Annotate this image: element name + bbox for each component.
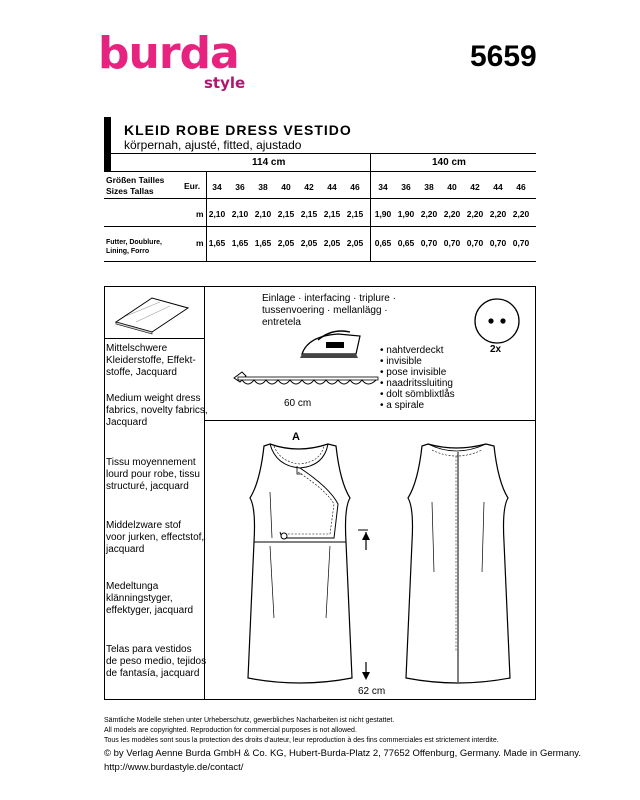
yardage-cell: 1,65	[231, 238, 249, 248]
yardage-cell: 2,05	[300, 238, 318, 248]
width-140: 140 cm	[432, 157, 466, 168]
fabric-text-sv: Medeltunga klänningstyger, effektyger, jacquard	[106, 581, 194, 616]
zipper-type: • pose invisible	[380, 367, 447, 378]
zipper-type-list	[380, 345, 455, 411]
yardage-cell: 0,65	[374, 238, 392, 248]
yardage-cell: 2,15	[300, 209, 318, 219]
unit-m: m	[196, 209, 204, 219]
yardage-cell: 0,70	[512, 238, 530, 248]
size-cell: 38	[258, 182, 268, 192]
width-114: 114 cm	[252, 157, 286, 168]
yardage-cell: 1,90	[374, 209, 392, 219]
yardage-cell: 1,65	[208, 238, 226, 248]
yardage-cell: 2,05	[323, 238, 341, 248]
table-divider	[370, 153, 371, 261]
zipper-type: • invisible	[380, 356, 422, 367]
size-cell: 44	[493, 182, 503, 192]
view-label: A	[292, 431, 300, 443]
yardage-cell: 2,15	[323, 209, 341, 219]
zipper-type: • nahtverdeckt	[380, 345, 444, 356]
pattern-number: 5659	[470, 40, 537, 73]
size-cell: 40	[447, 182, 457, 192]
length-arrow	[356, 528, 376, 684]
interfacing-text: Einlage · interfacing · triplure · tussenvoering · mellanlägg · entretela	[262, 293, 396, 328]
fabric-text-en: Medium weight dress fabrics, novelty fabrics, Jacquard	[106, 393, 208, 428]
button-count: 2x	[490, 344, 502, 355]
box-divider	[204, 420, 536, 421]
publisher-address: © by Verlag Aenne Burda GmbH & Co. KG, Hubert-Burda-Platz 2, 77652 Offenburg, Germany. Made in Germany.	[104, 748, 581, 759]
dress-front-drawing	[240, 442, 360, 690]
footer-copyright-en: All models are copyrighted. Reproduction for commercial purposes is not allowed.	[104, 727, 357, 734]
iron-icon	[298, 326, 364, 360]
table-rule	[104, 198, 536, 199]
yardage-cell: 2,15	[277, 209, 295, 219]
size-cell: 36	[235, 182, 245, 192]
fabric-text-fr: Tissu moyennement lourd pour robe, tissu structuré, jacquard	[106, 457, 200, 492]
box-divider	[204, 286, 205, 700]
yardage-cell: 2,10	[208, 209, 226, 219]
table-rule	[104, 226, 536, 227]
yardage-cell: 2,15	[346, 209, 364, 219]
size-cell: 44	[327, 182, 337, 192]
yardage-cell: 2,05	[277, 238, 295, 248]
yardage-cell: 1,65	[254, 238, 272, 248]
contact-link[interactable]: http://www.burdastyle.de/contact/	[104, 762, 244, 773]
size-cell: 46	[516, 182, 526, 192]
zipper-type: • naadritssluiting	[380, 378, 453, 389]
size-cell: 46	[350, 182, 360, 192]
fabric-swatch-icon	[112, 292, 192, 336]
yardage-cell: 0,70	[489, 238, 507, 248]
footer-copyright-fr: Tous les modèles sont sous la protection des droits d'auteur, leur reproduction à des fins commerciales est strictement interdite.	[104, 737, 499, 744]
title-bar-marker	[104, 117, 111, 172]
box-divider	[104, 338, 204, 339]
yardage-cell: 2,10	[254, 209, 272, 219]
yardage-cell: 2,20	[466, 209, 484, 219]
yardage-cell: 2,20	[512, 209, 530, 219]
table-rule	[104, 153, 536, 154]
size-cell: 40	[281, 182, 291, 192]
length-label: 62 cm	[358, 686, 386, 697]
yardage-cell: 0,70	[420, 238, 438, 248]
yardage-cell: 0,70	[466, 238, 484, 248]
size-cell: 34	[212, 182, 222, 192]
yardage-cell: 2,05	[346, 238, 364, 248]
size-cell: 42	[304, 182, 314, 192]
table-rule	[104, 261, 536, 262]
yardage-cell: 0,70	[443, 238, 461, 248]
size-cell: 34	[378, 182, 388, 192]
zipper-length: 60 cm	[284, 398, 312, 409]
yardage-cell: 2,10	[231, 209, 249, 219]
fabric-text-de: Mittelschwere Kleiderstoffe, Effekt- stoffe, Jacquard	[106, 343, 196, 378]
fabric-text-es: Telas para vestidos de peso medio, tejidos de fantasía, jacquard	[106, 644, 207, 679]
size-label: Sizes Tallas	[106, 186, 154, 196]
fabric-text-nl: Middelzware stof voor jurken, effectstof, jacquard	[106, 520, 205, 555]
yardage-cell: 1,90	[397, 209, 415, 219]
footer-copyright-de: Sämtliche Modelle stehen unter Urheberschutz, gewerbliches Nacharbeiten ist nicht gestattet.	[104, 717, 395, 724]
dress-back-drawing	[398, 442, 518, 690]
unit-m: m	[196, 238, 204, 248]
size-cell: 36	[401, 182, 411, 192]
size-cell: 42	[470, 182, 480, 192]
yardage-cell: 2,20	[443, 209, 461, 219]
yardage-cell: 2,20	[420, 209, 438, 219]
brand-logo: burda	[98, 28, 239, 79]
lining-label: Futter, Doublure, Lining, Forro	[106, 239, 162, 255]
brand-logo-sub: style	[204, 74, 246, 92]
yardage-cell: 2,20	[489, 209, 507, 219]
garment-fit: körpernah, ajusté, fitted, ajustado	[124, 138, 302, 152]
size-cell: 38	[424, 182, 434, 192]
zipper-type: • a spirale	[380, 400, 425, 411]
table-rule	[104, 171, 536, 172]
garment-title: KLEID ROBE DRESS VESTIDO	[124, 122, 352, 138]
yardage-cell: 0,65	[397, 238, 415, 248]
zipper-icon	[228, 366, 384, 394]
size-label: Größen Tailles	[106, 175, 165, 185]
eur-label: Eur.	[184, 181, 201, 191]
zipper-type: • dolt sömblixtlås	[380, 389, 455, 400]
button-icon	[472, 296, 522, 346]
